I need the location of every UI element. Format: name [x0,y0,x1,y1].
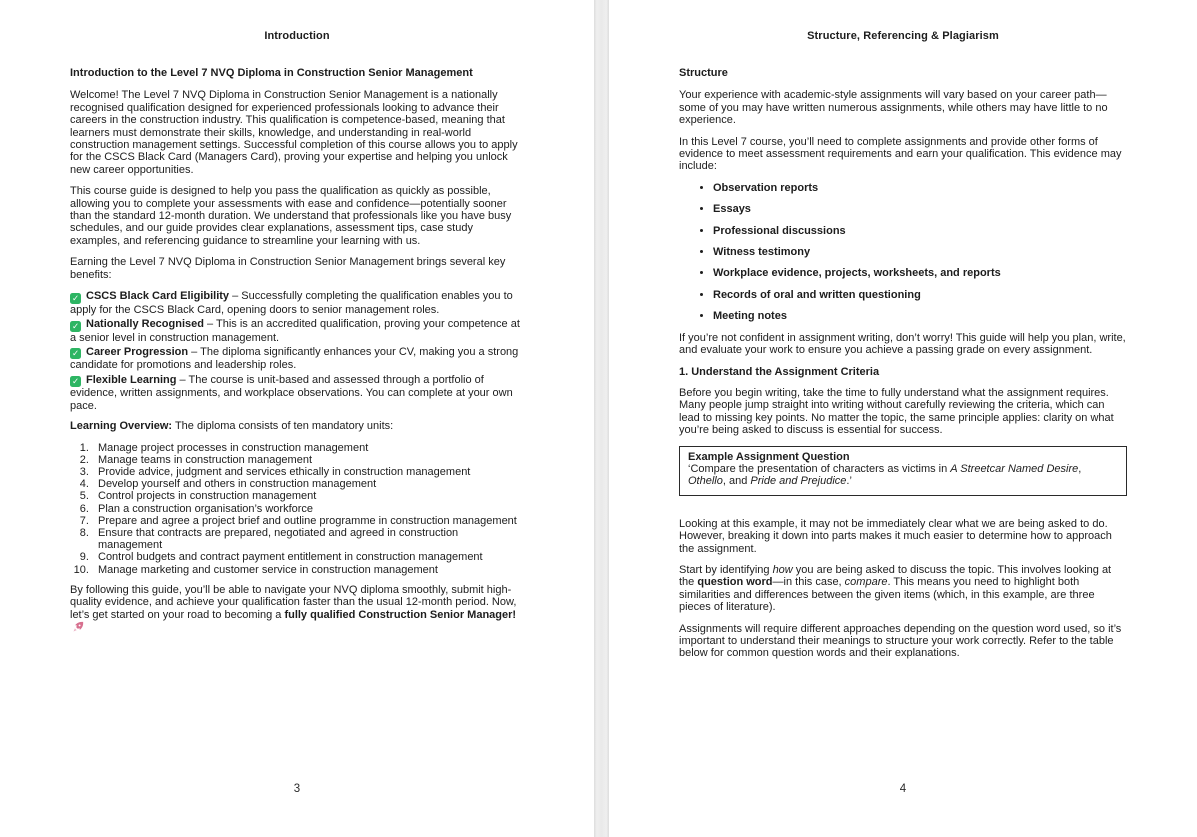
text-run: 1. Understand the Assignment Criteria [679,365,880,378]
text-run: Workplace evidence, projects, worksheets, and reports [713,267,1001,280]
text-run: Flexible Learning [86,373,177,386]
page-left [0,0,594,837]
list-item [92,478,524,490]
list-item [713,182,1127,194]
text-run: CSCS Black Card Eligibility [86,290,230,303]
paragraph [70,89,524,176]
list-item [713,225,1127,237]
text-run: Othello [688,475,723,488]
text-run: Plan a construction organisation’s workforce [98,502,314,515]
text-run: Witness testimony [713,246,811,259]
text-run: Ensure that contracts are prepared, negotiated and agreed in construction management [98,526,459,552]
paragraph [679,387,1127,437]
paragraph [679,518,1127,555]
text-run: Manage teams in construction management [98,453,313,466]
text-run: Structure [679,67,728,79]
list-item [92,442,524,454]
list-item [92,515,524,527]
text-run: compare [844,576,888,589]
text-run: Assignments will require different approaches depending on the question word used, so it’s important to understand their meanings to structure your work correctly. Refer to the table below for common question words and their explanations. [679,622,1122,660]
text-run: Start by identifying [679,563,773,576]
page-number: 3 [293,783,301,795]
page-gutter [594,0,609,837]
paragraph [679,136,1127,173]
text-run: Earning the Level 7 NVQ Diploma in Construction Senior Management brings several key benefits: [70,256,506,281]
check-item [70,290,524,316]
text-run: In this Level 7 course, you’ll need to complete assignments and provide other forms of evidence to meet assessment requirements and earn your qualification. This evidence may include: [679,135,1122,173]
list-item [713,246,1127,258]
text-run: Introduction to the Level 7 NVQ Diploma in Construction Senior Management [70,67,473,79]
section-heading [70,67,524,79]
check-item [70,318,524,344]
page-content [609,67,1197,660]
numbered-list [70,442,524,576]
section-heading [679,67,1127,79]
text-run: question word [697,576,773,589]
list-item [92,503,524,515]
text-run: Before you begin writing, take the time to fully understand what the assignment requires. Many people jump straight into writing without carefully reviewing the criteria, which can lead to missing key points. No matter the topic, the same principle applies: clarity on what you’re being asked to discuss is essential for success. [679,386,1114,437]
page-right [609,0,1197,837]
text-run: – The diploma significantly enhances your CV, making you a strong candidate for promotions and leadership roles. [70,345,519,372]
text-run: fully qualified Construction Senior Manager! [284,608,517,621]
list-item [92,527,524,551]
check-item [70,374,524,412]
text-run: Prepare and agree a project brief and outline programme in construction management [98,514,517,527]
paragraph [679,89,1127,126]
text-run: .’ [846,475,852,488]
text-run: Example Assignment Question [688,450,850,463]
check-icon: ✓ [71,348,80,359]
page-header: Structure, Referencing & Plagiarism [807,30,999,42]
text-run: . This means you need to highlight both similarities and differences between the given items (which, in this example, are three pieces of literature). [679,576,1095,614]
check-icon: ✓ [71,320,80,331]
text-run: Career Progression [86,345,189,358]
text-run: – This is an accredited qualification, proving your competence at a senior level in construction management. [70,318,520,344]
text-run: Control projects in construction management [98,490,317,503]
paragraph [70,185,524,247]
text-run: Meeting notes [713,310,787,323]
text-run: Records of oral and written questioning [713,288,921,301]
page-header: Introduction [264,30,330,42]
text-run: Your experience with academic-style assignments will vary based on your career path—some of you may have written numerous assignments, while others may have little to no experience. [679,89,1108,127]
box-line [688,463,1118,488]
text-run: Manage project processes in construction management [98,441,369,454]
text-run: Welcome! The Level 7 NVQ Diploma in Construction Senior Management is a nationally recognised qualification designed for experienced professionals looking to advance their careers in the construction industry. This qualification is competence-based, meaning that learners must demonstrate their skills, knowledge, and understanding in real-world construction management settings. Successful completion of this course allows you to apply for the CSCS Black Card (Managers Card), proving your expertise and helping you unlock new career opportunities. [70,89,518,176]
page-content [0,67,594,634]
list-item [713,310,1127,322]
text-run: Professional discussions [713,224,846,237]
list-item [92,490,524,502]
text-run: By following this guide, you’ll be able to navigate your NVQ diploma smoothly, submit high-quality evidence, and achieve your qualification faster than the usual 12-month period. Now, let’s get started on your road to becoming a [70,583,517,621]
paragraph [70,584,524,635]
text-run: – Successfully completing the qualification enables you to apply for the CSCS Black Card, opening doors to senior management roles. [70,290,513,316]
text-run: you are being asked to discuss the topic. This involves looking at the [679,563,1112,589]
sub-heading [679,366,1127,378]
text-run: Pride and Prejudice [750,475,847,488]
check-icon: ✓ [71,376,80,387]
paragraph [679,332,1127,357]
rocket-icon [72,621,84,633]
text-run: Learning Overview: [70,420,173,433]
box-line [688,451,1118,463]
text-run: Observation reports [713,181,819,194]
example-box [679,446,1127,496]
text-run: This course guide is designed to help you pass the qualification as quickly as possible, allowing you to complete your assessments with ease and confidence—potentially sooner than the standard 12-month duration. We understand that professionals like you have busy schedules, and our guide provides clear explanations, assessment tips, case study examples, and referencing guidance to streamline your learning with us. [70,185,512,247]
check-icon: ✓ [71,292,80,303]
bulleted-list [679,182,1127,323]
list-item [92,564,524,576]
text-run: , [1078,462,1082,475]
text-run: Manage marketing and customer service in construction management [98,563,438,576]
text-run: If you’re not confident in assignment writing, don’t worry! This guide will help you plan, write, and evaluate your work to ensure you achieve a passing grade on every assignment. [679,331,1126,357]
text-run: ‘Compare the presentation of characters as victims in [688,462,951,475]
text-run: Control budgets and contract payment entitlement in construction management [98,551,483,564]
page-number: 4 [899,783,907,795]
text-run: Provide advice, judgment and services ethically in construction management [98,465,471,478]
paragraph [70,420,524,432]
text-run: Looking at this example, it may not be immediately clear what we are being asked to do. However, breaking it down into parts makes it much easier to determine how to approach the assignment. [679,517,1112,555]
paragraph [679,564,1127,614]
paragraph [679,623,1127,660]
paragraph [70,256,524,281]
list-item [713,203,1127,215]
text-run: The diploma consists of ten mandatory units: [172,420,394,433]
list-item [92,466,524,478]
text-run: Develop yourself and others in construction management [98,478,377,491]
text-run: A Streetcar Named Desire [950,462,1079,475]
text-run: —in this case, [772,576,845,589]
list-item [92,551,524,563]
text-run: Essays [713,203,751,216]
list-item [713,267,1127,279]
check-item [70,346,524,372]
text-run: – The course is unit-based and assessed through a portfolio of evidence, written assignments, and workplace observations. You can complete at your own pace. [70,373,513,412]
text-run: , and [722,475,751,488]
text-run: how [772,563,793,576]
list-item [713,289,1127,301]
list-item [92,454,524,466]
text-run: Nationally Recognised [86,318,204,330]
